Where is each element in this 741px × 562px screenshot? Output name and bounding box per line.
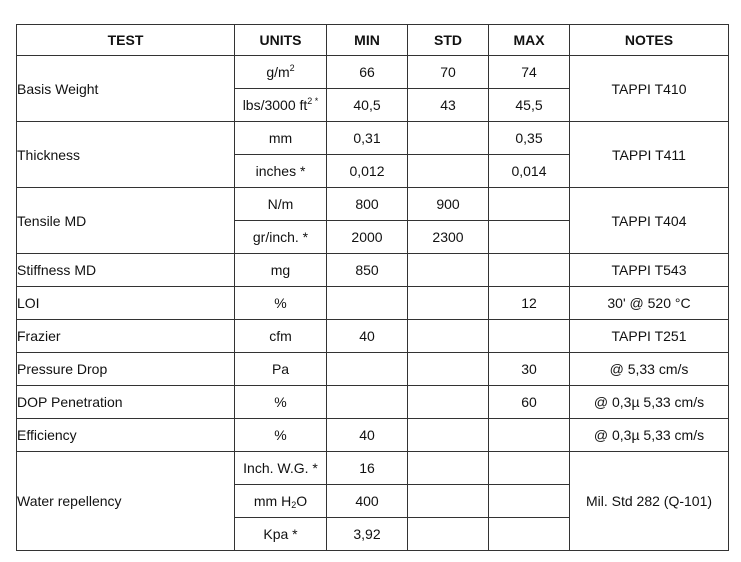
- max-value: [489, 188, 570, 221]
- unit-text: lbs/3000 ft: [242, 97, 308, 113]
- unit-superscript: 2 *: [307, 96, 319, 106]
- notes-value: TAPPI T543: [570, 254, 729, 287]
- max-value: [489, 320, 570, 353]
- min-value: 40: [327, 419, 408, 452]
- unit-value: mm: [235, 122, 327, 155]
- unit-value: cfm: [235, 320, 327, 353]
- max-value: 0,35: [489, 122, 570, 155]
- notes-value: @ 0,3µ 5,33 cm/s: [570, 419, 729, 452]
- unit-value: N/m: [235, 188, 327, 221]
- test-name: Efficiency: [17, 419, 235, 452]
- notes-value: TAPPI T411: [570, 122, 729, 188]
- unit-value: %: [235, 386, 327, 419]
- unit-value: gr/inch. *: [235, 221, 327, 254]
- min-value: 40,5: [327, 89, 408, 122]
- header-notes: NOTES: [570, 25, 729, 56]
- table-row: [17, 386, 729, 419]
- test-name: Stiffness MD: [17, 254, 235, 287]
- min-value: [327, 353, 408, 386]
- test-name: Tensile MD: [17, 188, 235, 254]
- std-value: [408, 485, 489, 518]
- min-value: [327, 287, 408, 320]
- min-value: 2000: [327, 221, 408, 254]
- notes-value: TAPPI T404: [570, 188, 729, 254]
- min-value: 0,012: [327, 155, 408, 188]
- unit-superscript: 2: [289, 63, 295, 73]
- std-value: 70: [408, 56, 489, 89]
- test-name: DOP Penetration: [17, 386, 235, 419]
- max-value: 45,5: [489, 89, 570, 122]
- header-row: [17, 25, 729, 56]
- std-value: [408, 155, 489, 188]
- std-value: [408, 287, 489, 320]
- unit-value: mg: [235, 254, 327, 287]
- test-name: Thickness: [17, 122, 235, 188]
- min-value: 16: [327, 452, 408, 485]
- notes-value: @ 0,3µ 5,33 cm/s: [570, 386, 729, 419]
- std-value: [408, 122, 489, 155]
- unit-subscript: 2: [291, 500, 297, 510]
- min-value: 850: [327, 254, 408, 287]
- notes-value: @ 5,33 cm/s: [570, 353, 729, 386]
- min-value: 0,31: [327, 122, 408, 155]
- test-name: Pressure Drop: [17, 353, 235, 386]
- spec-table: [16, 24, 729, 551]
- test-name: Water repellency: [17, 452, 235, 551]
- std-value: [408, 386, 489, 419]
- unit-cell: [235, 56, 327, 89]
- max-value: 74: [489, 56, 570, 89]
- unit-cell: [235, 89, 327, 122]
- table-row: [17, 254, 729, 287]
- max-value: 12: [489, 287, 570, 320]
- table-row: [17, 56, 729, 89]
- max-value: 0,014: [489, 155, 570, 188]
- unit-value: %: [235, 419, 327, 452]
- min-value: 3,92: [327, 518, 408, 551]
- test-name: Basis Weight: [17, 56, 235, 122]
- max-value: [489, 518, 570, 551]
- max-value: [489, 254, 570, 287]
- test-name: Frazier: [17, 320, 235, 353]
- max-value: [489, 485, 570, 518]
- std-value: [408, 518, 489, 551]
- min-value: 400: [327, 485, 408, 518]
- unit-suffix: O: [296, 493, 308, 509]
- unit-cell: [235, 485, 327, 518]
- table-row: [17, 287, 729, 320]
- unit-value: inches *: [235, 155, 327, 188]
- table-row: [17, 188, 729, 221]
- header-units: UNITS: [235, 25, 327, 56]
- unit-text: mm H: [253, 493, 292, 509]
- header-min: MIN: [327, 25, 408, 56]
- unit-text: g/m: [266, 64, 290, 80]
- unit-value: Inch. W.G. *: [235, 452, 327, 485]
- min-value: 800: [327, 188, 408, 221]
- std-value: [408, 353, 489, 386]
- std-value: [408, 254, 489, 287]
- header-test: TEST: [17, 25, 235, 56]
- table-row: [17, 320, 729, 353]
- notes-value: TAPPI T410: [570, 56, 729, 122]
- std-value: [408, 452, 489, 485]
- min-value: 40: [327, 320, 408, 353]
- max-value: 30: [489, 353, 570, 386]
- min-value: [327, 386, 408, 419]
- notes-value: 30' @ 520 °C: [570, 287, 729, 320]
- std-value: [408, 320, 489, 353]
- notes-value: Mil. Std 282 (Q-101): [570, 452, 729, 551]
- std-value: [408, 419, 489, 452]
- header-std: STD: [408, 25, 489, 56]
- unit-value: %: [235, 287, 327, 320]
- table-row: [17, 452, 729, 485]
- unit-value: Pa: [235, 353, 327, 386]
- header-max: MAX: [489, 25, 570, 56]
- unit-value: Kpa *: [235, 518, 327, 551]
- std-value: 900: [408, 188, 489, 221]
- max-value: 60: [489, 386, 570, 419]
- std-value: 2300: [408, 221, 489, 254]
- max-value: [489, 452, 570, 485]
- notes-value: TAPPI T251: [570, 320, 729, 353]
- table-row: [17, 419, 729, 452]
- table-row: [17, 353, 729, 386]
- min-value: 66: [327, 56, 408, 89]
- test-name: LOI: [17, 287, 235, 320]
- std-value: 43: [408, 89, 489, 122]
- max-value: [489, 419, 570, 452]
- max-value: [489, 221, 570, 254]
- table-row: [17, 122, 729, 155]
